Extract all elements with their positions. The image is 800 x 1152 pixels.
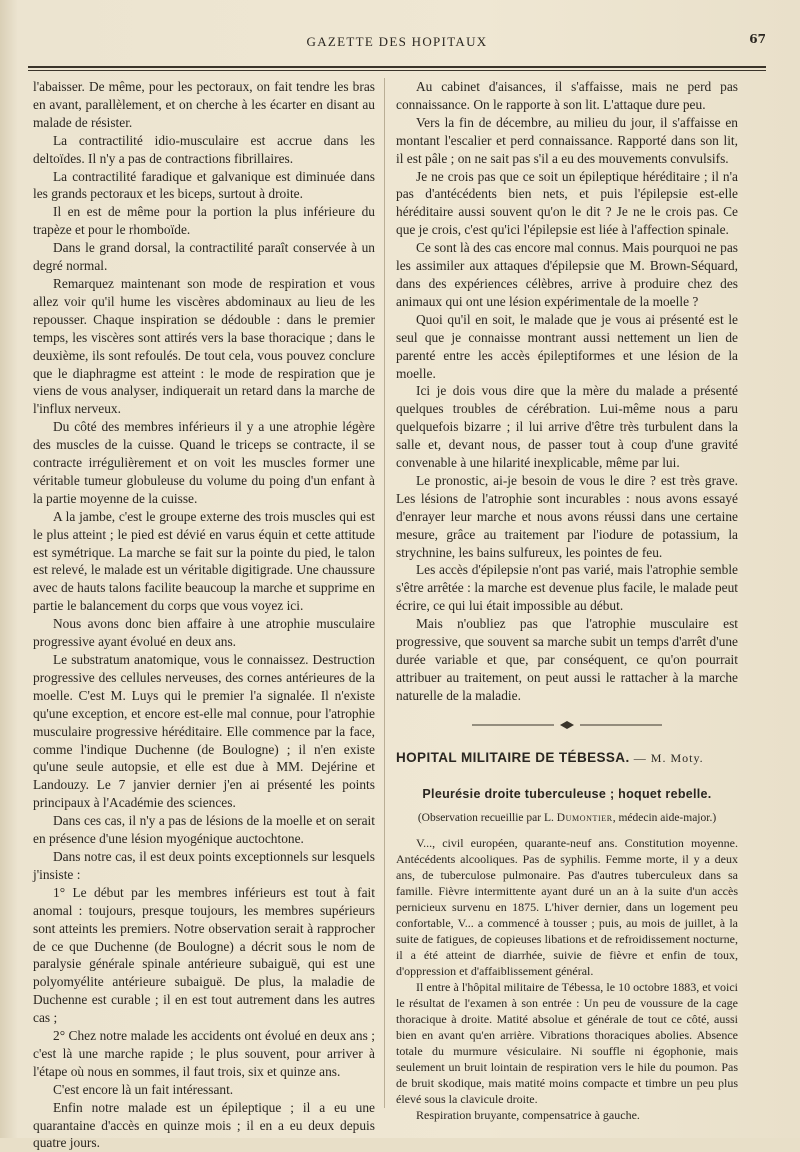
paragraph: Mais n'oubliez pas que l'atrophie musculaire est progressive, que souvent sa marche subit un temps d'arrêt d'une durée variable et que, par conséquent, ce qu'on pourrait attribuer au traitement, on peut aussi le rattacher à la marche naturelle de la maladie. [396, 616, 738, 703]
separator-ornament [472, 720, 662, 730]
case-body [396, 835, 738, 1123]
case-sub-prefix: (Observation recueillie par L. [417, 811, 557, 824]
paragraph: Du côté des membres inférieurs il y a une atrophie légère des muscles de la cuisse. Quand le triceps se contracte, il se contracte irrégulièrement et on voit les muscles former une véritable tumeur globuleuse du volume du poing d'un enfant à la partie moyenne de la cuisse. [33, 419, 375, 506]
paragraph: Dans le grand dorsal, la contractilité paraît conservée à un degré normal. [33, 240, 375, 274]
paragraph: Enfin notre malade est un épileptique ; il a eu une quarantaine d'accès en quinze mois ; il en a eu deux depuis quatre jours. [33, 1099, 375, 1151]
case-sub-suffix: , médecin aide-major.) [612, 811, 717, 824]
paragraph: Dans notre cas, il est deux points exceptionnels sur lesquels j'insiste : [33, 848, 375, 882]
paragraph: Il en est de même pour la portion la plus inférieure du trapèze et pour le rhomboïde. [33, 204, 375, 238]
paragraph: Nous avons donc bien affaire à une atrophie musculaire progressive ayant évolué en deux ans. [33, 616, 375, 650]
paragraph: V..., civil européen, quarante-neuf ans. Constitution moyenne. Antécédents alcooliques. Pas de syphilis. Femme morte, il y a deux ans, de tuberculose pulmonaire. Pas d'autres tuberculeux dans sa famille. Fièvre intermittente ayant duré un an à la suite d'un accès pernicieux survenu en 1875. L'hiver dernier, dans un logement peu confortable, V... a commencé à tousser ; puis, au mois de juillet, à la suite de fatigues, de copieuses libations et de refroidissement nocturne, il a été atteint de diarrhée, suivie de fièvre et enfin de toux, d'oppression et d'affaiblissement général. [396, 836, 738, 979]
paragraph: l'abaisser. De même, pour les pectoraux, on fait tendre les bras en avant, parallèlement, et on cherche à les écarter en disant au malade de résister. [33, 79, 375, 130]
paragraph: 2° Chez notre malade les accidents ont évolué en deux ans ; c'est là une marche rapide ; le plus souvent, pour arriver à l'étape où nous en sommes, il faut trois, six et quinze ans. [33, 1028, 375, 1079]
section-author: — M. Moty. [633, 750, 704, 765]
paragraph: La contractilité idio-musculaire est accrue dans les deltoïdes. Il n'y a pas de contractions fibrillaires. [33, 132, 375, 166]
right-column [396, 78, 738, 1123]
paragraph: Quoi qu'il en soit, le malade que je vous ai présenté est le seul que je connaisse montrant aussi nettement un lien de parenté entre les accès épileptiformes et une lésion de la moelle. [396, 311, 738, 381]
paragraph: Vers la fin de décembre, au milieu du jour, il s'affaisse en montant l'escalier et perd connaissance. Rapporté dans son lit, il est pâle ; on ne sait pas s'il a eu des mouvements convulsifs. [396, 114, 738, 166]
page-number: 67 [749, 32, 766, 46]
paragraph: Je ne crois pas que ce soit un épileptique héréditaire ; il n'a pas d'antécédents bien nets, et puis l'épilepsie est-elle héréditaire aussi souvent qu'on le dit ? Je ne le crois pas. Ce que je crois, c'est qu'ici l'épilepsie est liée à l'affection spinale. [396, 168, 738, 238]
hospital-name: HOPITAL MILITAIRE DE TÉBESSA. [396, 749, 630, 765]
paragraph: Le substratum anatomique, vous le connaissez. Destruction progressive des cellules nerveuses, des cornes antérieures de la moelle. C'est M. Luys qui le premier l'a signalée. Il n'existe qu'une exception, et encore est-elle mal connue, pour l'atrophie musculaire progressive héréditaire. Elle commence par la face, comme l'indique Duchenne (de Boulogne) ; il n'en existe qu'une seule autopsie, et elle est due à MM. Dejérine et Landouzy. Le 7 janvier dernier j'en ai présenté les points principaux à l'Académie des sciences. [33, 652, 375, 811]
paragraph: Les accès d'épilepsie n'ont pas varié, mais l'atrophie semble s'être arrêtée : la marche est devenue plus facile, le malade peut écrire, ce qui lui était impossible au début. [396, 562, 738, 614]
paragraph: Il entre à l'hôpital militaire de Tébessa, le 10 octobre 1883, et voici le résultat de l'examen à son entrée : Un peu de voussure de la cage thoracique à droite. Matité absolue et générale de tout ce côté, aussi bien en avant qu'en arrière. Vibrations thoraciques abolies. Absence totale du murmure vésiculaire. Ni souffle ni égophonie, mais seulement un bruit lointain de respiration vers le hile du poumon. Pas de bruit skodique, mais matité moins compacte et timbre un peu plus élevé sous la clavicule droite. [396, 980, 738, 1107]
paragraph: A la jambe, c'est le groupe externe des trois muscles qui est le plus atteint ; le pied est dévié en varus équin et cette attitude est symétrique. La marche se fait sur la pointe du pied, le talon est relevé, le malade est un véritable digitigrade. Une chaussure avec de hauts talons facilite beaucoup la marche et supprime en partie le balancement du corps que vous voyez ici. [33, 508, 375, 614]
header-rule [28, 66, 766, 71]
case-subtitle [396, 810, 738, 828]
paragraph: Dans ces cas, il n'y a pas de lésions de la moelle et on serait en présence d'une lésion myogénique auctochtone. [33, 813, 375, 847]
paragraph: Respiration bruyante, compensatrice à gauche. [416, 1108, 640, 1123]
paragraph: La contractilité faradique et galvanique est diminuée dans les grands pectoraux et les biceps, surtout à droite. [33, 168, 375, 202]
column-divider [384, 78, 385, 1108]
paragraph: C'est encore là un fait intéressant. [53, 1081, 234, 1097]
left-column [33, 78, 375, 1152]
paragraph: Ce sont là des cas encore mal connus. Mais pourquoi ne pas les assimiler aux attaques d'épilepsie que M. Brown-Séquard, dans des expériences célèbres, arrive à produire chez des animaux qui ont une lésion expérimentale de la moelle ? [396, 240, 738, 309]
paragraph: Le pronostic, ai-je besoin de vous le dire ? est très grave. Les lésions de l'atrophie sont incurables : nous avons essayé d'enrayer leur marche et nous avons réussi dans une certaine mesure, grâce au traitement par l'iodure de potassium, la strychnine, les bains sulfureux, les pointes de feu. [396, 472, 738, 560]
section-title [396, 749, 738, 768]
paragraph: Au cabinet d'aisances, il s'affaisse, mais ne perd pas connaissance. On le rapporte à son lit. L'attaque dure peu. [396, 79, 738, 112]
page-header [28, 34, 766, 56]
paragraph: Ici je dois vous dire que la mère du malade a présenté quelques troubles de cérébration. Lui-même nous a paru quelquefois bizarre ; il lui arrive d'être très turbulent dans la salle et, devant nous, de passer tout à coup d'une gravité convenable à une hilarité inexplicable, même par lui. [396, 383, 738, 471]
paragraph: Remarquez maintenant son mode de respiration et vous allez voir qu'il hume les viscères abdominaux au lieu de les repousser. Chaque inspiration se dédouble : dans le premier temps, les viscères sont attirés vers la base thoracique ; dans le deuxième, ils sont refoulés. De tout cela, vous pouvez conclure que le diaphragme est atteint : le mode de respiration que je viens de vous analyser, indiquerait un retard dans la marche de l'influx nerveux. [33, 275, 375, 417]
section-separator [396, 705, 738, 745]
case-sub-name: Dumontier [556, 811, 613, 824]
case-title: Pleurésie droite tuberculeuse ; hoquet rebelle. [422, 786, 712, 801]
paragraph: 1° Le début par les membres inférieurs est tout à fait anomal : toujours, presque toujours, les membres supérieurs sont atteints les premiers. Notre observation serait à rapprocher de ce que Duchenne (de Boulogne) a décrit sous le nom de paralysie générale spinale antérieure subaiguë, qui est une polyomyélite antérieure subaiguë. De plus, la maladie de Duchenne est curable ; il en est tout autrement dans les autres cas ; [33, 884, 375, 1026]
running-title: GAZETTE DES HOPITAUX [306, 34, 488, 49]
